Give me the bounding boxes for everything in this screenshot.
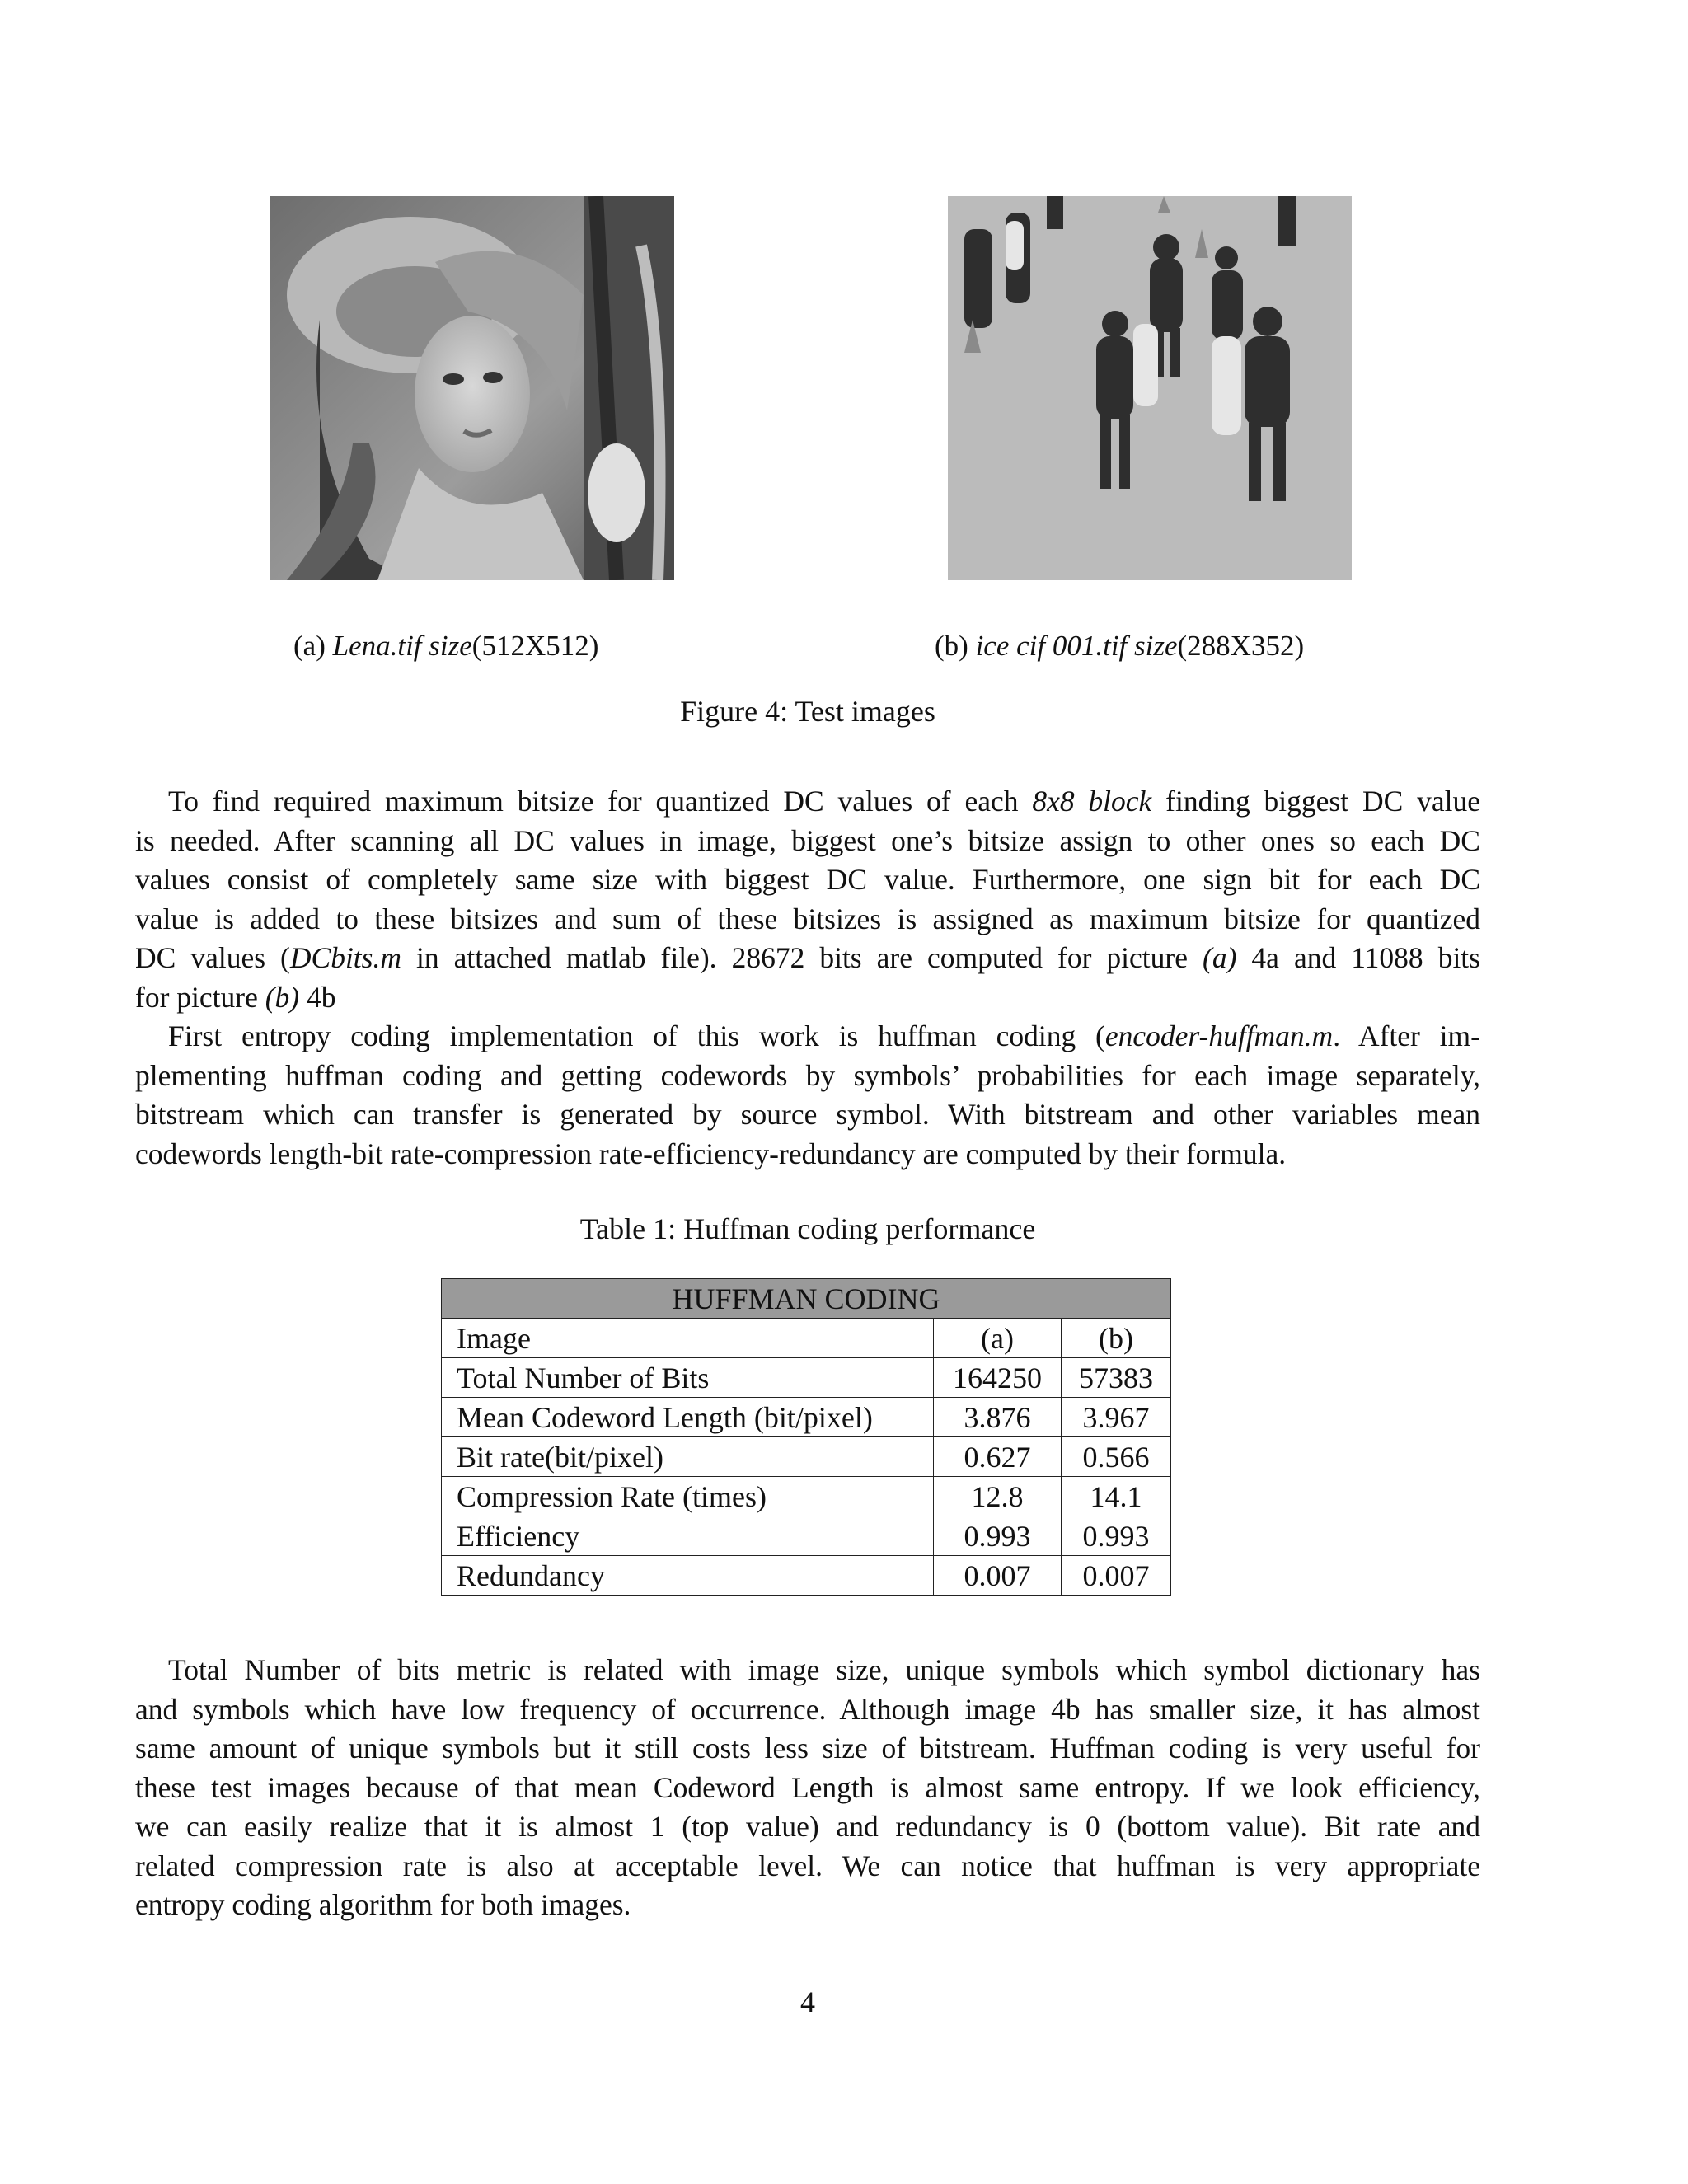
para3-line: and symbols which have low frequency of occurrence. Although image 4b has smaller size, it has almost bbox=[135, 1692, 1480, 1726]
value-a: 12.8 bbox=[934, 1477, 1062, 1516]
row-label: Bit rate(bit/pixel) bbox=[442, 1437, 934, 1477]
table-row bbox=[442, 1358, 1171, 1398]
para1-line: DC values (DCbits.m in attached matlab file). 28672 bits are computed for picture (a) 4a and 11088 bits bbox=[135, 941, 1480, 974]
para3-line: entropy coding algorithm for both images. bbox=[135, 1888, 631, 1921]
para3-line: these test images because of that mean Codeword Length is almost same entropy. If we look efficiency, bbox=[135, 1770, 1480, 1804]
row-label: Redundancy bbox=[442, 1556, 934, 1596]
row-label: Efficiency bbox=[442, 1516, 934, 1556]
value-a: 0.993 bbox=[934, 1516, 1062, 1556]
subfigure-b-caption: (b) ice cif 001.tif size(288X352) bbox=[935, 630, 1305, 662]
para1-line: is needed. After scanning all DC values in image, biggest one’s bitsize assign to other ones so each DC bbox=[135, 823, 1480, 857]
table-header: HUFFMAN CODING bbox=[442, 1279, 1171, 1319]
table-row bbox=[442, 1319, 1171, 1358]
para2-line: plementing huffman coding and getting codewords by symbols’ probabilities for each image separately, bbox=[135, 1058, 1480, 1092]
para2-line: bitstream which can transfer is generated by source symbol. With bitstream and other variables mean bbox=[135, 1098, 1480, 1131]
para2-line: First entropy coding implementation of this work is huffman coding (encoder-huffman.m. After im- bbox=[168, 1019, 1480, 1052]
row-label: Mean Codeword Length (bit/pixel) bbox=[442, 1398, 934, 1437]
value-b: (b) bbox=[1062, 1319, 1171, 1358]
table-header-row bbox=[442, 1279, 1171, 1319]
lena-image bbox=[270, 196, 674, 580]
table-row bbox=[442, 1437, 1171, 1477]
paragraph-discussion bbox=[135, 1651, 1480, 1925]
table-row bbox=[442, 1398, 1171, 1437]
table-row bbox=[442, 1516, 1171, 1556]
row-label: Total Number of Bits bbox=[442, 1358, 934, 1398]
figure-caption: Figure 4: Test images bbox=[680, 695, 935, 728]
para3-line: same amount of unique symbols but it still costs less size of bitstream. Huffman coding is very useful for bbox=[135, 1732, 1480, 1765]
row-label: Compression Rate (times) bbox=[442, 1477, 934, 1516]
ice-rink-image bbox=[948, 196, 1352, 580]
para1-line: values consist of completely same size with biggest DC value. Furthermore, one sign bit for each DC bbox=[135, 863, 1480, 896]
table-row bbox=[442, 1556, 1171, 1596]
value-b: 3.967 bbox=[1062, 1398, 1171, 1437]
page-number: 4 bbox=[800, 1985, 815, 2018]
para3-line: related compression rate is also at acceptable level. We can notice that huffman is very appropriate bbox=[135, 1849, 1480, 1882]
row-label: Image bbox=[442, 1319, 934, 1358]
value-a: 0.627 bbox=[934, 1437, 1062, 1477]
para2-line: codewords length-bit rate-compression rate-efficiency-redundancy are computed by their formula. bbox=[135, 1137, 1287, 1170]
paragraph-dc-bitsize bbox=[135, 782, 1480, 1017]
para1-line: for picture (b) 4b bbox=[135, 980, 336, 1014]
value-b: 0.007 bbox=[1062, 1556, 1171, 1596]
para1-line: To find required maximum bitsize for quantized DC values of each 8x8 block finding biggest DC value bbox=[168, 785, 1480, 818]
value-a: 3.876 bbox=[934, 1398, 1062, 1437]
para1-line: value is added to these bitsizes and sum of these bitsizes is assigned as maximum bitsize for quantized bbox=[135, 902, 1480, 935]
value-a: (a) bbox=[934, 1319, 1062, 1358]
value-b: 0.566 bbox=[1062, 1437, 1171, 1477]
value-b: 14.1 bbox=[1062, 1477, 1171, 1516]
subfigure-a-caption: (a) Lena.tif size(512X512) bbox=[293, 630, 599, 662]
table-caption: Table 1: Huffman coding performance bbox=[579, 1212, 1036, 1245]
value-b: 0.993 bbox=[1062, 1516, 1171, 1556]
para3-line: Total Number of bits metric is related with image size, unique symbols which symbol dictionary has bbox=[168, 1653, 1480, 1686]
value-a: 0.007 bbox=[934, 1556, 1062, 1596]
value-a: 164250 bbox=[934, 1358, 1062, 1398]
paragraph-huffman-intro bbox=[135, 1017, 1480, 1174]
value-b: 57383 bbox=[1062, 1358, 1171, 1398]
table-row bbox=[442, 1477, 1171, 1516]
para3-line: we can easily realize that it is almost 1 (top value) and redundancy is 0 (bottom value). Bit rate and bbox=[135, 1810, 1480, 1843]
huffman-performance-table bbox=[441, 1278, 1171, 1596]
